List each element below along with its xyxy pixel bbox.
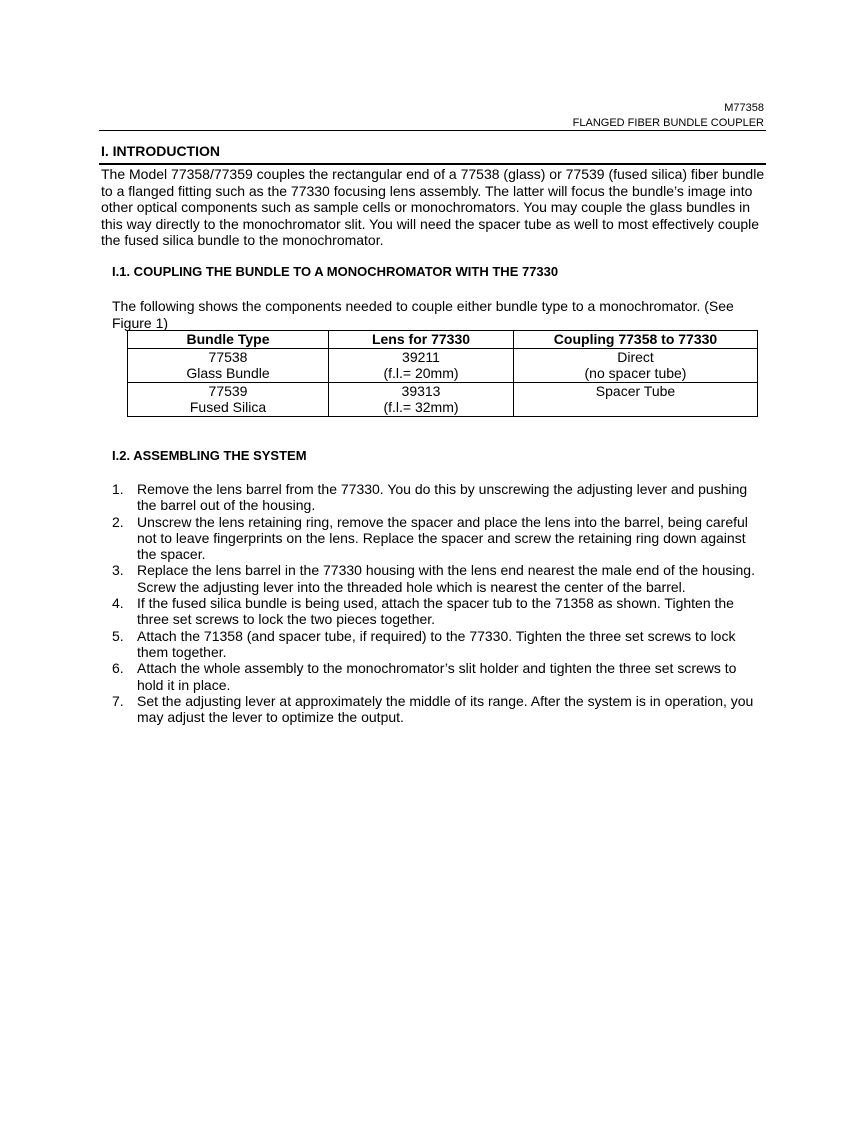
step-text: Unscrew the lens retaining ring, remove the spacer and place the lens into the barrel, being careful not to leave fingerprints on the lens. Replace the spacer and screw the retaining ring down against the spacer.	[137, 513, 748, 563]
cell-line: 39313	[401, 382, 441, 399]
cell-line: 77538	[208, 348, 248, 365]
cell-line: 77539	[208, 382, 248, 399]
step-number: 6.	[112, 660, 124, 677]
introduction-paragraph: The Model 77358/77359 couples the rectangular end of a 77538 (glass) or 77539 (fused silica) fiber bundle to a flanged fitting such as the 77330 focusing lens assembly. The latter will focus the bundle’s image into other optical components such as sample cells or monochromators. You may couple the glass bundles in this way directly to the monochromator slit. You will need the spacer tube as well to most effectively couple the fused silica bundle to the monochromator.	[101, 166, 765, 249]
step-number: 1.	[112, 481, 124, 497]
table-row	[128, 348, 758, 382]
list-item	[112, 660, 764, 693]
step-text: Attach the whole assembly to the monochromator’s slit holder and tighten the three set screws to hold it in place.	[137, 660, 737, 693]
cell-line: Spacer Tube	[595, 382, 676, 399]
subsection-title-coupling: I.1. COUPLING THE BUNDLE TO A MONOCHROMATOR WITH THE 77330	[112, 264, 559, 279]
header-divider	[99, 130, 766, 131]
cell-line: Fused Silica	[189, 399, 267, 415]
step-text: Attach the 71358 (and spacer tube, if required) to the 77330. Tighten the three set screws to lock them together.	[137, 627, 736, 660]
table-cell-bundle	[128, 382, 329, 416]
cell-line: 39211	[402, 348, 440, 365]
step-number: 4.	[112, 595, 124, 612]
table-cell-bundle	[128, 348, 329, 382]
step-text: Set the adjusting lever at approximately the middle of its range. After the system is in operation, you may adjust the lever to optimize the output.	[137, 692, 754, 726]
cell-line: (no spacer tube)	[584, 365, 687, 381]
step-number: 5.	[112, 627, 124, 644]
document-title: FLANGED FIBER BUNDLE COUPLER	[572, 117, 764, 129]
table-cell-coupling	[514, 348, 758, 382]
table-cell-coupling	[514, 382, 758, 416]
column-header-lens: Lens for 77330	[329, 331, 514, 349]
section-divider	[99, 163, 766, 165]
document-code: M77358	[724, 102, 764, 114]
step-text: Remove the lens barrel from the 77330. You do this by unscrewing the adjusting lever and pushing the barrel out of the housing.	[137, 481, 748, 514]
table-cell-lens	[329, 382, 514, 416]
table-header-row	[128, 331, 758, 349]
step-number: 3.	[112, 562, 124, 579]
list-item	[112, 481, 764, 514]
step-text: If the fused silica bundle is being used, attach the spacer tub to the 71358 as shown. Tighten the three set screws to lock the two pieces together.	[137, 595, 734, 628]
table-row	[128, 382, 758, 416]
cell-line: Direct	[617, 348, 654, 365]
step-number: 2.	[112, 513, 124, 530]
table-cell-lens	[329, 348, 514, 382]
column-header-coupling: Coupling 77358 to 77330	[514, 331, 758, 349]
cell-line: Glass Bundle	[186, 365, 270, 381]
list-item	[112, 595, 764, 628]
list-item	[112, 514, 764, 563]
cell-line: (f.l.= 20mm)	[383, 365, 459, 381]
list-item	[112, 628, 764, 661]
coupling-lead-paragraph: The following shows the components needed to couple either bundle type to a monochromator. (See Figure 1)	[112, 298, 734, 331]
cell-line: (f.l.= 32mm)	[383, 399, 459, 415]
step-number: 7.	[112, 692, 124, 709]
components-table	[127, 330, 758, 417]
section-title-introduction: I. INTRODUCTION	[101, 143, 220, 159]
step-text: Replace the lens barrel in the 77330 housing with the lens end nearest the male end of the housing. Screw the adjusting lever into the threaded hole which is nearest the center of the barrel.	[137, 562, 755, 595]
column-header-bundle-type: Bundle Type	[128, 331, 329, 349]
list-item	[112, 693, 764, 726]
subsection-title-assembling: I.2. ASSEMBLING THE SYSTEM	[112, 448, 307, 463]
list-item	[112, 562, 764, 595]
assembly-steps-list	[112, 481, 764, 725]
